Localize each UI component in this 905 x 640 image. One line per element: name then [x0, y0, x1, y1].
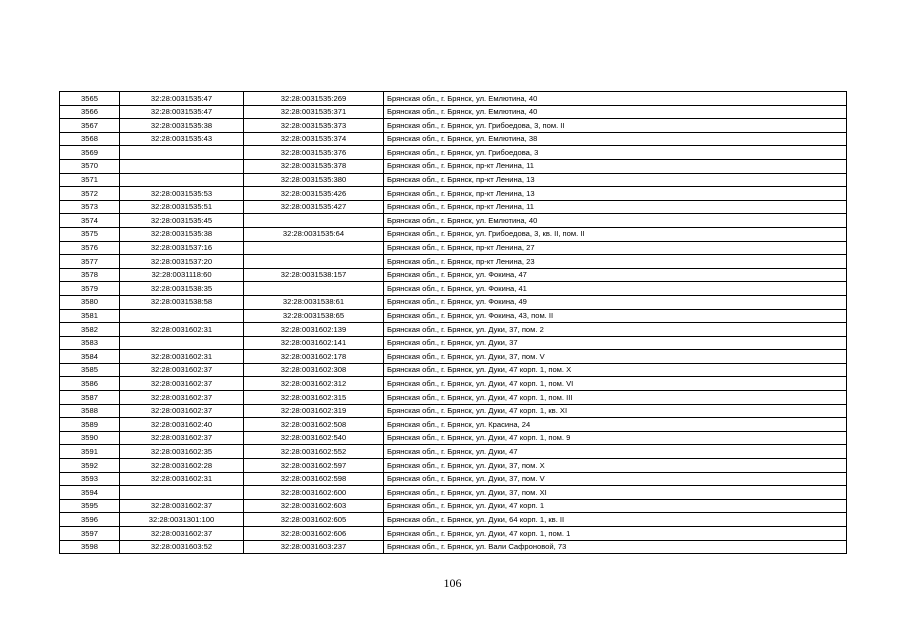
object-cadastral-number-cell: 32:28:0031602:178	[244, 350, 384, 364]
land-cadastral-number-cell: 32:28:0031602:31	[120, 350, 244, 364]
object-cadastral-number-cell: 32:28:0031602:540	[244, 431, 384, 445]
table-row	[60, 200, 847, 214]
land-cadastral-number-cell: 32:28:0031602:37	[120, 377, 244, 391]
land-cadastral-number-cell	[120, 486, 244, 500]
address-cell: Брянская обл., г. Брянск, ул. Дуки, 47	[384, 445, 847, 459]
address-cell: Брянская обл., г. Брянск, ул. Фокина, 49	[384, 295, 847, 309]
row-number-cell: 3574	[60, 214, 120, 228]
address-cell: Брянская обл., г. Брянск, ул. Фокина, 43, пом. II	[384, 309, 847, 323]
address-cell: Брянская обл., г. Брянск, ул. Дуки, 47 корп. 1, пом. III	[384, 391, 847, 405]
land-cadastral-number-cell: 32:28:0031538:58	[120, 295, 244, 309]
row-number-cell: 3591	[60, 445, 120, 459]
land-cadastral-number-cell: 32:28:0031535:53	[120, 187, 244, 201]
land-cadastral-number-cell: 32:28:0031538:35	[120, 282, 244, 296]
table-row	[60, 540, 847, 554]
table-row	[60, 132, 847, 146]
address-cell: Брянская обл., г. Брянск, ул. Фокина, 41	[384, 282, 847, 296]
address-cell: Брянская обл., г. Брянск, ул. Дуки, 37, пом. V	[384, 472, 847, 486]
row-number-cell: 3592	[60, 459, 120, 473]
row-number-cell: 3593	[60, 472, 120, 486]
land-cadastral-number-cell: 32:28:0031602:31	[120, 323, 244, 337]
land-cadastral-number-cell: 32:28:0031602:37	[120, 404, 244, 418]
address-cell: Брянская обл., г. Брянск, ул. Дуки, 37	[384, 336, 847, 350]
row-number-cell: 3573	[60, 200, 120, 214]
land-cadastral-number-cell: 32:28:0031535:38	[120, 119, 244, 133]
land-cadastral-number-cell: 32:28:0031537:16	[120, 241, 244, 255]
object-cadastral-number-cell: 32:28:0031602:308	[244, 363, 384, 377]
row-number-cell: 3577	[60, 255, 120, 269]
row-number-cell: 3567	[60, 119, 120, 133]
land-cadastral-number-cell: 32:28:0031602:40	[120, 418, 244, 432]
row-number-cell: 3578	[60, 268, 120, 282]
object-cadastral-number-cell	[244, 214, 384, 228]
land-cadastral-number-cell: 32:28:0031602:37	[120, 363, 244, 377]
object-cadastral-number-cell: 32:28:0031602:598	[244, 472, 384, 486]
row-number-cell: 3580	[60, 295, 120, 309]
row-number-cell: 3581	[60, 309, 120, 323]
address-cell: Брянская обл., г. Брянск, ул. Дуки, 47 корп. 1, пом. VI	[384, 377, 847, 391]
table-row	[60, 363, 847, 377]
land-cadastral-number-cell: 32:28:0031535:47	[120, 105, 244, 119]
object-cadastral-number-cell: 32:28:0031602:603	[244, 499, 384, 513]
table-row	[60, 309, 847, 323]
land-cadastral-number-cell: 32:28:0031535:43	[120, 132, 244, 146]
table-row	[60, 146, 847, 160]
land-cadastral-number-cell	[120, 173, 244, 187]
land-cadastral-number-cell: 32:28:0031602:37	[120, 499, 244, 513]
land-cadastral-number-cell	[120, 336, 244, 350]
object-cadastral-number-cell: 32:28:0031535:376	[244, 146, 384, 160]
table-row	[60, 105, 847, 119]
land-cadastral-number-cell	[120, 146, 244, 160]
address-cell: Брянская обл., г. Брянск, пр-кт Ленина, 11	[384, 200, 847, 214]
object-cadastral-number-cell: 32:28:0031535:380	[244, 173, 384, 187]
table-row	[60, 187, 847, 201]
row-number-cell: 3590	[60, 431, 120, 445]
address-cell: Брянская обл., г. Брянск, ул. Емлютина, 38	[384, 132, 847, 146]
land-cadastral-number-cell: 32:28:0031537:20	[120, 255, 244, 269]
object-cadastral-number-cell: 32:28:0031535:64	[244, 227, 384, 241]
object-cadastral-number-cell: 32:28:0031538:61	[244, 295, 384, 309]
row-number-cell: 3598	[60, 540, 120, 554]
address-cell: Брянская обл., г. Брянск, ул. Емлютина, 40	[384, 92, 847, 106]
row-number-cell: 3589	[60, 418, 120, 432]
object-cadastral-number-cell: 32:28:0031535:373	[244, 119, 384, 133]
land-cadastral-number-cell: 32:28:0031535:47	[120, 92, 244, 106]
address-cell: Брянская обл., г. Брянск, ул. Дуки, 47 корп. 1, пом. X	[384, 363, 847, 377]
row-number-cell: 3583	[60, 336, 120, 350]
table-row	[60, 336, 847, 350]
object-cadastral-number-cell: 32:28:0031538:157	[244, 268, 384, 282]
land-cadastral-number-cell: 32:28:0031602:37	[120, 431, 244, 445]
object-cadastral-number-cell: 32:28:0031535:374	[244, 132, 384, 146]
address-cell: Брянская обл., г. Брянск, пр-кт Ленина, 27	[384, 241, 847, 255]
address-cell: Брянская обл., г. Брянск, ул. Грибоедова, 3	[384, 146, 847, 160]
row-number-cell: 3588	[60, 404, 120, 418]
row-number-cell: 3596	[60, 513, 120, 527]
address-cell: Брянская обл., г. Брянск, ул. Дуки, 47 корп. 1, пом. 9	[384, 431, 847, 445]
object-cadastral-number-cell: 32:28:0031602:600	[244, 486, 384, 500]
table-row	[60, 486, 847, 500]
row-number-cell: 3597	[60, 527, 120, 541]
row-number-cell: 3595	[60, 499, 120, 513]
table-row	[60, 431, 847, 445]
address-cell: Брянская обл., г. Брянск, ул. Дуки, 47 корп. 1, пом. 1	[384, 527, 847, 541]
table-row	[60, 119, 847, 133]
object-cadastral-number-cell: 32:28:0031535:371	[244, 105, 384, 119]
object-cadastral-number-cell: 32:28:0031535:269	[244, 92, 384, 106]
land-cadastral-number-cell: 32:28:0031602:28	[120, 459, 244, 473]
row-number-cell: 3586	[60, 377, 120, 391]
registry-table	[59, 91, 847, 554]
table-row	[60, 527, 847, 541]
land-cadastral-number-cell	[120, 309, 244, 323]
land-cadastral-number-cell: 32:28:0031602:37	[120, 527, 244, 541]
object-cadastral-number-cell: 32:28:0031538:65	[244, 309, 384, 323]
row-number-cell: 3579	[60, 282, 120, 296]
land-cadastral-number-cell	[120, 159, 244, 173]
address-cell: Брянская обл., г. Брянск, ул. Вали Сафроновой, 73	[384, 540, 847, 554]
address-cell: Брянская обл., г. Брянск, ул. Фокина, 47	[384, 268, 847, 282]
address-cell: Брянская обл., г. Брянск, ул. Емлютина, 40	[384, 214, 847, 228]
object-cadastral-number-cell: 32:28:0031602:319	[244, 404, 384, 418]
address-cell: Брянская обл., г. Брянск, ул. Емлютина, 40	[384, 105, 847, 119]
object-cadastral-number-cell: 32:28:0031603:237	[244, 540, 384, 554]
address-cell: Брянская обл., г. Брянск, ул. Дуки, 47 корп. 1	[384, 499, 847, 513]
row-number-cell: 3587	[60, 391, 120, 405]
row-number-cell: 3570	[60, 159, 120, 173]
object-cadastral-number-cell: 32:28:0031535:378	[244, 159, 384, 173]
address-cell: Брянская обл., г. Брянск, пр-кт Ленина, 13	[384, 173, 847, 187]
table-row	[60, 241, 847, 255]
land-cadastral-number-cell: 32:28:0031602:35	[120, 445, 244, 459]
object-cadastral-number-cell: 32:28:0031602:605	[244, 513, 384, 527]
row-number-cell: 3594	[60, 486, 120, 500]
address-cell: Брянская обл., г. Брянск, ул. Грибоедова, 3, пом. II	[384, 119, 847, 133]
table-row	[60, 282, 847, 296]
object-cadastral-number-cell: 32:28:0031602:508	[244, 418, 384, 432]
table-row	[60, 513, 847, 527]
object-cadastral-number-cell: 32:28:0031602:597	[244, 459, 384, 473]
table-row	[60, 214, 847, 228]
table-row	[60, 173, 847, 187]
table-row	[60, 459, 847, 473]
table-row	[60, 159, 847, 173]
address-cell: Брянская обл., г. Брянск, пр-кт Ленина, 23	[384, 255, 847, 269]
land-cadastral-number-cell: 32:28:0031535:45	[120, 214, 244, 228]
address-cell: Брянская обл., г. Брянск, ул. Дуки, 37, пом. XI	[384, 486, 847, 500]
address-cell: Брянская обл., г. Брянск, ул. Дуки, 37, пом. 2	[384, 323, 847, 337]
table-row	[60, 92, 847, 106]
object-cadastral-number-cell	[244, 241, 384, 255]
address-cell: Брянская обл., г. Брянск, ул. Дуки, 64 корп. 1, кв. II	[384, 513, 847, 527]
page-number: 106	[443, 576, 462, 590]
object-cadastral-number-cell: 32:28:0031602:312	[244, 377, 384, 391]
row-number-cell: 3571	[60, 173, 120, 187]
land-cadastral-number-cell: 32:28:0031301:100	[120, 513, 244, 527]
address-cell: Брянская обл., г. Брянск, ул. Дуки, 47 корп. 1, кв. XI	[384, 404, 847, 418]
object-cadastral-number-cell: 32:28:0031602:606	[244, 527, 384, 541]
table-row	[60, 418, 847, 432]
object-cadastral-number-cell	[244, 282, 384, 296]
table-row	[60, 227, 847, 241]
table-row	[60, 350, 847, 364]
table-row	[60, 391, 847, 405]
table-row	[60, 404, 847, 418]
row-number-cell: 3569	[60, 146, 120, 160]
table-row	[60, 295, 847, 309]
table-row	[60, 445, 847, 459]
row-number-cell: 3576	[60, 241, 120, 255]
object-cadastral-number-cell	[244, 255, 384, 269]
object-cadastral-number-cell: 32:28:0031602:315	[244, 391, 384, 405]
table-row	[60, 323, 847, 337]
object-cadastral-number-cell: 32:28:0031602:139	[244, 323, 384, 337]
land-cadastral-number-cell: 32:28:0031602:31	[120, 472, 244, 486]
row-number-cell: 3584	[60, 350, 120, 364]
row-number-cell: 3572	[60, 187, 120, 201]
table-row	[60, 472, 847, 486]
table-row	[60, 255, 847, 269]
row-number-cell: 3565	[60, 92, 120, 106]
row-number-cell: 3582	[60, 323, 120, 337]
row-number-cell: 3566	[60, 105, 120, 119]
object-cadastral-number-cell: 32:28:0031535:427	[244, 200, 384, 214]
address-cell: Брянская обл., г. Брянск, ул. Красина, 24	[384, 418, 847, 432]
row-number-cell: 3585	[60, 363, 120, 377]
land-cadastral-number-cell: 32:28:0031603:52	[120, 540, 244, 554]
address-cell: Брянская обл., г. Брянск, ул. Дуки, 37, пом. V	[384, 350, 847, 364]
object-cadastral-number-cell: 32:28:0031602:141	[244, 336, 384, 350]
address-cell: Брянская обл., г. Брянск, ул. Дуки, 37, пом. X	[384, 459, 847, 473]
table-row	[60, 268, 847, 282]
land-cadastral-number-cell: 32:28:0031535:51	[120, 200, 244, 214]
land-cadastral-number-cell: 32:28:0031118:60	[120, 268, 244, 282]
object-cadastral-number-cell: 32:28:0031535:426	[244, 187, 384, 201]
address-cell: Брянская обл., г. Брянск, пр-кт Ленина, 11	[384, 159, 847, 173]
table-row	[60, 377, 847, 391]
row-number-cell: 3568	[60, 132, 120, 146]
address-cell: Брянская обл., г. Брянск, пр-кт Ленина, 13	[384, 187, 847, 201]
object-cadastral-number-cell: 32:28:0031602:552	[244, 445, 384, 459]
land-cadastral-number-cell: 32:28:0031535:38	[120, 227, 244, 241]
row-number-cell: 3575	[60, 227, 120, 241]
registry-table-body	[60, 92, 847, 554]
address-cell: Брянская обл., г. Брянск, ул. Грибоедова, 3, кв. II, пом. II	[384, 227, 847, 241]
land-cadastral-number-cell: 32:28:0031602:37	[120, 391, 244, 405]
table-row	[60, 499, 847, 513]
